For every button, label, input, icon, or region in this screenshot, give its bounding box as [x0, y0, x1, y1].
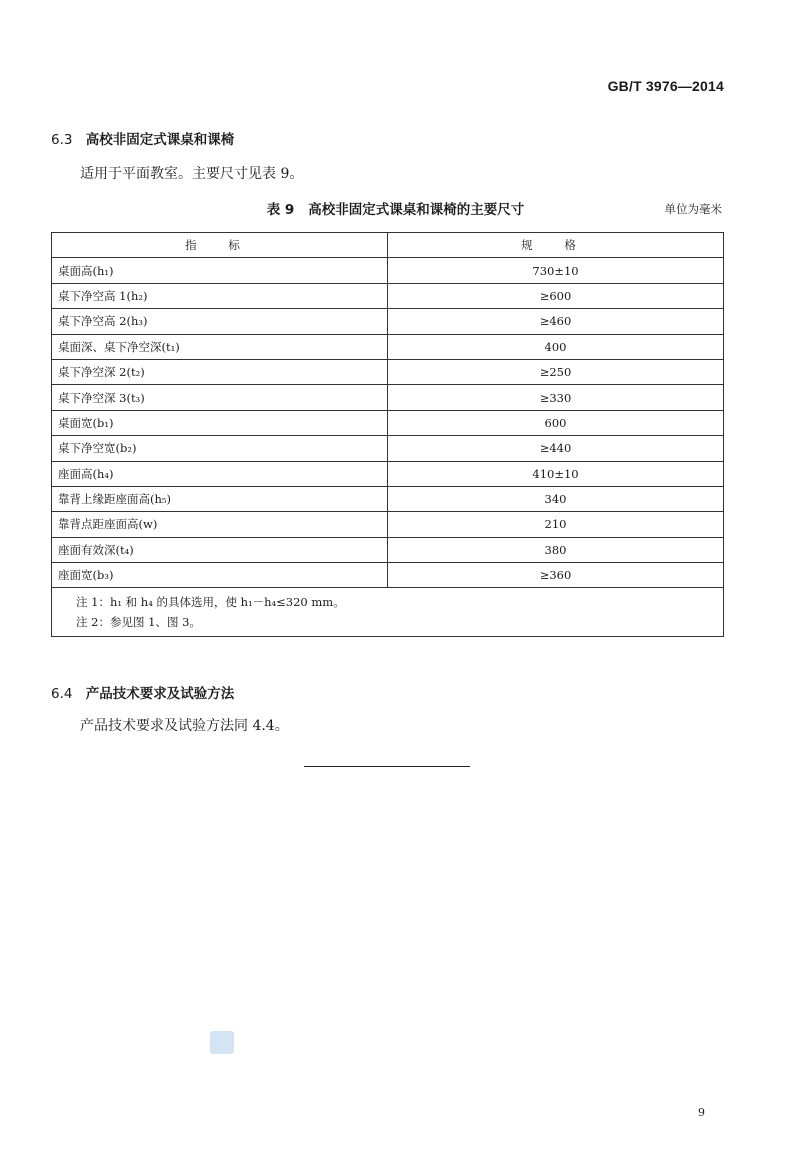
note-2: 注 2：参见图 1、图 3。 [76, 615, 201, 630]
table-row [52, 309, 724, 334]
row-name: 座面高(h₄) [52, 461, 388, 486]
table-title: 高校非固定式课桌和课椅的主要尺寸 [308, 202, 525, 218]
table-row [52, 385, 724, 410]
section-6-3-paragraph: 适用于平面教室。主要尺寸见表 9。 [80, 166, 304, 182]
row-value: 340 [388, 486, 724, 511]
table-row [52, 537, 724, 562]
row-value: ≥600 [388, 283, 724, 308]
table-number: 表 9 [266, 202, 295, 218]
row-name: 座面宽(b₃) [52, 563, 388, 588]
row-value: 730±10 [388, 258, 724, 283]
row-name: 桌面深、桌下净空深(t₁) [52, 334, 388, 359]
row-name: 靠背点距座面高(w) [52, 512, 388, 537]
row-value: ≥250 [388, 359, 724, 384]
row-name: 桌下净空高 2(h₃) [52, 309, 388, 334]
table-row [52, 563, 724, 588]
column-header-indicator: 指 标 [52, 233, 388, 258]
table-row [52, 334, 724, 359]
table-notes [52, 588, 724, 637]
row-value: 600 [388, 410, 724, 435]
watermark-icon [210, 1031, 234, 1054]
row-value: 410±10 [388, 461, 724, 486]
row-value: 400 [388, 334, 724, 359]
note-1: 注 1：h₁ 和 h₄ 的具体选用，使 h₁－h₄≤320 mm。 [76, 595, 345, 610]
table-row [52, 359, 724, 384]
table-row [52, 512, 724, 537]
row-name: 桌下净空深 3(t₃) [52, 385, 388, 410]
row-name: 桌面宽(b₁) [52, 410, 388, 435]
row-name: 桌面高(h₁) [52, 258, 388, 283]
table-row [52, 410, 724, 435]
row-name: 座面有效深(t₄) [52, 537, 388, 562]
row-value: 210 [388, 512, 724, 537]
row-value: ≥330 [388, 385, 724, 410]
row-value: ≥460 [388, 309, 724, 334]
unit-note: 单位为毫米 [664, 202, 722, 216]
section-number: 6.4 [51, 686, 73, 702]
dimensions-table [51, 232, 724, 637]
column-header-spec: 规 格 [388, 233, 724, 258]
end-of-document-rule [304, 766, 470, 767]
table-notes-row [52, 588, 724, 637]
row-name: 桌下净空宽(b₂) [52, 436, 388, 461]
table-header-row [52, 233, 724, 258]
row-value: ≥440 [388, 436, 724, 461]
row-name: 桌下净空深 2(t₂) [52, 359, 388, 384]
table-row [52, 258, 724, 283]
table-row [52, 486, 724, 511]
section-6-3-heading [51, 128, 234, 148]
row-value: ≥360 [388, 563, 724, 588]
table-row [52, 436, 724, 461]
section-6-4-heading [51, 682, 234, 702]
section-6-4-paragraph: 产品技术要求及试验方法同 4.4。 [80, 718, 289, 734]
table-row [52, 283, 724, 308]
standard-code: GB/T 3976—2014 [607, 78, 724, 94]
page-number: 9 [698, 1106, 705, 1119]
row-value: 380 [388, 537, 724, 562]
row-name: 桌下净空高 1(h₂) [52, 283, 388, 308]
section-number: 6.3 [51, 132, 73, 148]
row-name: 靠背上缘距座面高(h₅) [52, 486, 388, 511]
section-title: 产品技术要求及试验方法 [85, 686, 235, 702]
section-title: 高校非固定式课桌和课椅 [85, 132, 235, 148]
table-row [52, 461, 724, 486]
